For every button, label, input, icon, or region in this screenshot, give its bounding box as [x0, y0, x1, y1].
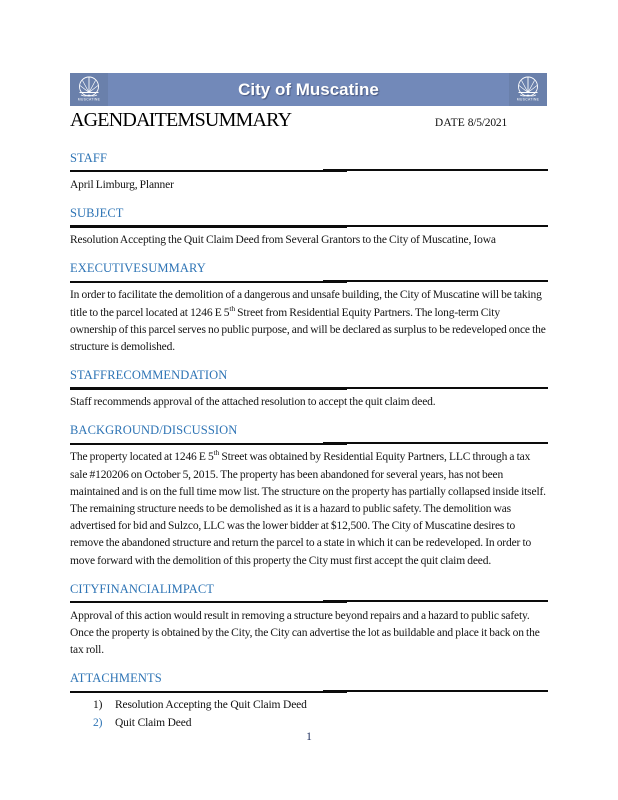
section-subject — [70, 206, 547, 249]
section-attachments — [70, 671, 547, 732]
section-heading-attachments: ATTACHMENTS — [70, 671, 162, 686]
section-rule — [70, 386, 547, 390]
staff-recommendation-text: Staff recommends approval of the attached resolution to accept the quit claim deed. — [70, 396, 436, 409]
document-body — [70, 145, 547, 732]
section-rule — [70, 224, 547, 228]
muscatine-logo-icon — [70, 73, 108, 106]
section-rule — [70, 600, 547, 604]
attachment-number: 2) — [93, 716, 103, 729]
section-heading-city-financial-impact: CITY FINANCIAL IMPACT — [70, 581, 215, 596]
section-heading-background-discussion: BACKGROUND/DISCUSSION — [70, 423, 238, 438]
subject-text: Resolution Accepting the Quit Claim Deed from Several Grantors to the City of Muscatine, Iowa — [70, 234, 496, 247]
executive-summary-text: In order to facilitate the demolition of a dangerous and unsafe building, the City of Muscatine will be taking title to the parcel located at 1246 E 5th Street from Residential Equity Partners. The long-term City ownership of this parcel serves no public purpose, and will be declared as surplus to be redeveloped once the structure is demolished. — [70, 289, 546, 354]
city-banner — [70, 73, 547, 106]
section-rule — [70, 169, 547, 173]
section-heading-subject: SUBJECT — [70, 206, 124, 221]
section-city-financial-impact — [70, 582, 547, 660]
date-block — [435, 117, 507, 129]
page-number: 1 — [306, 731, 312, 743]
section-background-discussion — [70, 423, 547, 569]
date-label: DATE — [434, 117, 466, 129]
muscatine-logo-left — [70, 73, 108, 106]
city-financial-impact-text: Approval of this action would result in removing a structure beyond repairs and a hazard to public safety. Once the property is obtained by the City, the City can advertise the lot as buildable and place it back on the tax roll. — [70, 609, 540, 657]
list-item — [93, 697, 547, 715]
section-rule — [70, 279, 547, 283]
page-title: AGENDA ITEM SUMMARY — [70, 109, 292, 131]
muscatine-logo-right — [509, 73, 547, 106]
attachment-label: Resolution Accepting the Quit Claim Deed — [115, 699, 307, 712]
section-rule — [70, 689, 547, 693]
section-heading-staff-recommendation: STAFF RECOMMENDATION — [70, 368, 228, 383]
title-row — [70, 109, 547, 132]
attachment-label: Quit Claim Deed — [115, 716, 192, 729]
ordinal-superscript: th — [213, 448, 220, 458]
svg-text:MUSCATINE: MUSCATINE — [77, 97, 101, 102]
list-item — [93, 715, 547, 733]
ordinal-superscript: th — [229, 303, 235, 313]
section-executive-summary — [70, 261, 547, 356]
svg-text:MUSCATINE: MUSCATINE — [516, 97, 540, 102]
section-staff-recommendation — [70, 368, 547, 411]
section-heading-staff: STAFF — [70, 151, 108, 165]
section-rule — [70, 441, 547, 445]
date-value: 8/5/2021 — [467, 117, 507, 129]
section-heading-executive-summary: EXECUTIVE SUMMARY — [70, 261, 206, 276]
staff-name-text: April Limburg, Planner — [70, 179, 174, 191]
muscatine-logo-icon — [509, 73, 547, 106]
attachment-number: 1) — [93, 699, 103, 712]
background-discussion-text: The property located at 1246 E 5th Street was obtained by Residential Equity Partners, LLC through a tax sale #120206 on October 5, 2015. The property has been abandoned for several years, has not been maintained and is on the full time mow list. The structure on the property has partially collapsed inside itself. The remaining structure needs to be demolished as it is a hazard to public safety. The demolition was advertised for bid and Sulzco, LLC was the lower bidder at $12,500. The City of Muscatine desires to remove the abandoned structure and return the parcel to a state in which it can be redeveloped. In order to move forward with the demolition of this property the City must first accept the quit claim deed. — [70, 448, 546, 567]
banner-title: City of Muscatine — [238, 80, 379, 99]
section-staff — [70, 151, 547, 194]
attachment-list — [93, 697, 547, 732]
